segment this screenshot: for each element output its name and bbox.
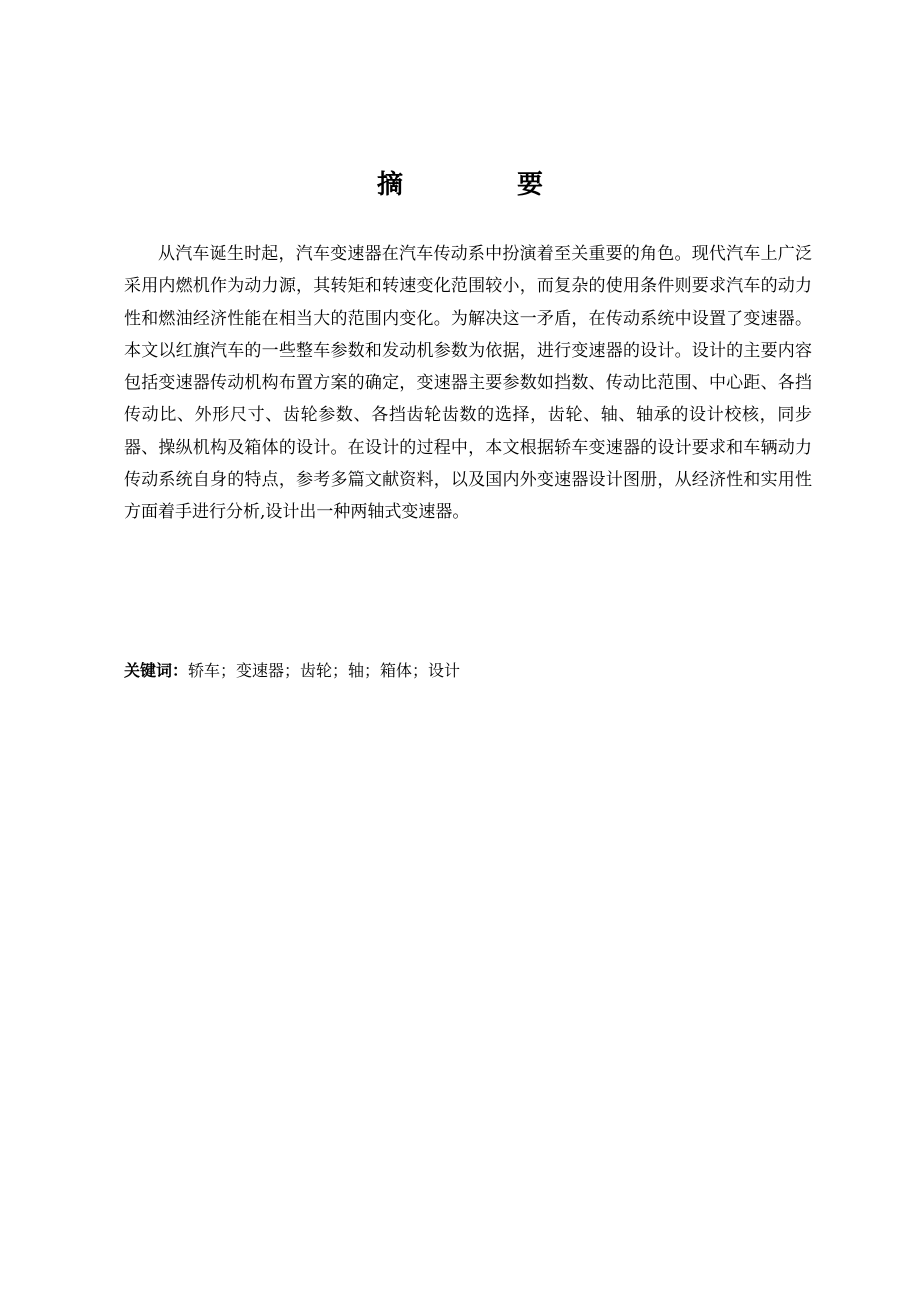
keywords-line bbox=[124, 656, 812, 686]
keywords-label: 关键词： bbox=[124, 661, 189, 680]
abstract-paragraph: 从汽车诞生时起，汽车变速器在汽车传动系中扮演着至关重要的角色。现代汽车上广泛采用内燃机作为动力源，其转矩和转速变化范围较小，而复杂的使用条件则要求汽车的动力性和燃油经济性能在相当大的范围内变化。为解决这一矛盾，在传动系统中设置了变速器。本文以红旗汽车的一些整车参数和发动机参数为依据，进行变速器的设计。设计的主要内容包括变速器传动机构布置方案的确定，变速器主要参数如挡数、传动比范围、中心距、各挡传动比、外形尺寸、齿轮参数、各挡齿轮齿数的选择，齿轮、轴、轴承的设计校核，同步器、操纵机构及箱体的设计。在设计的过程中，本文根据轿车变速器的设计要求和车辆动力传动系统自身的特点，参考多篇文献资料，以及国内外变速器设计图册，从经济性和实用性方面着手进行分析,设计出一种两轴式变速器。 bbox=[124, 244, 812, 523]
page-title: 摘 要 bbox=[376, 170, 587, 200]
keywords-value: 轿车；变速器；齿轮；轴；箱体；设计 bbox=[188, 661, 461, 680]
